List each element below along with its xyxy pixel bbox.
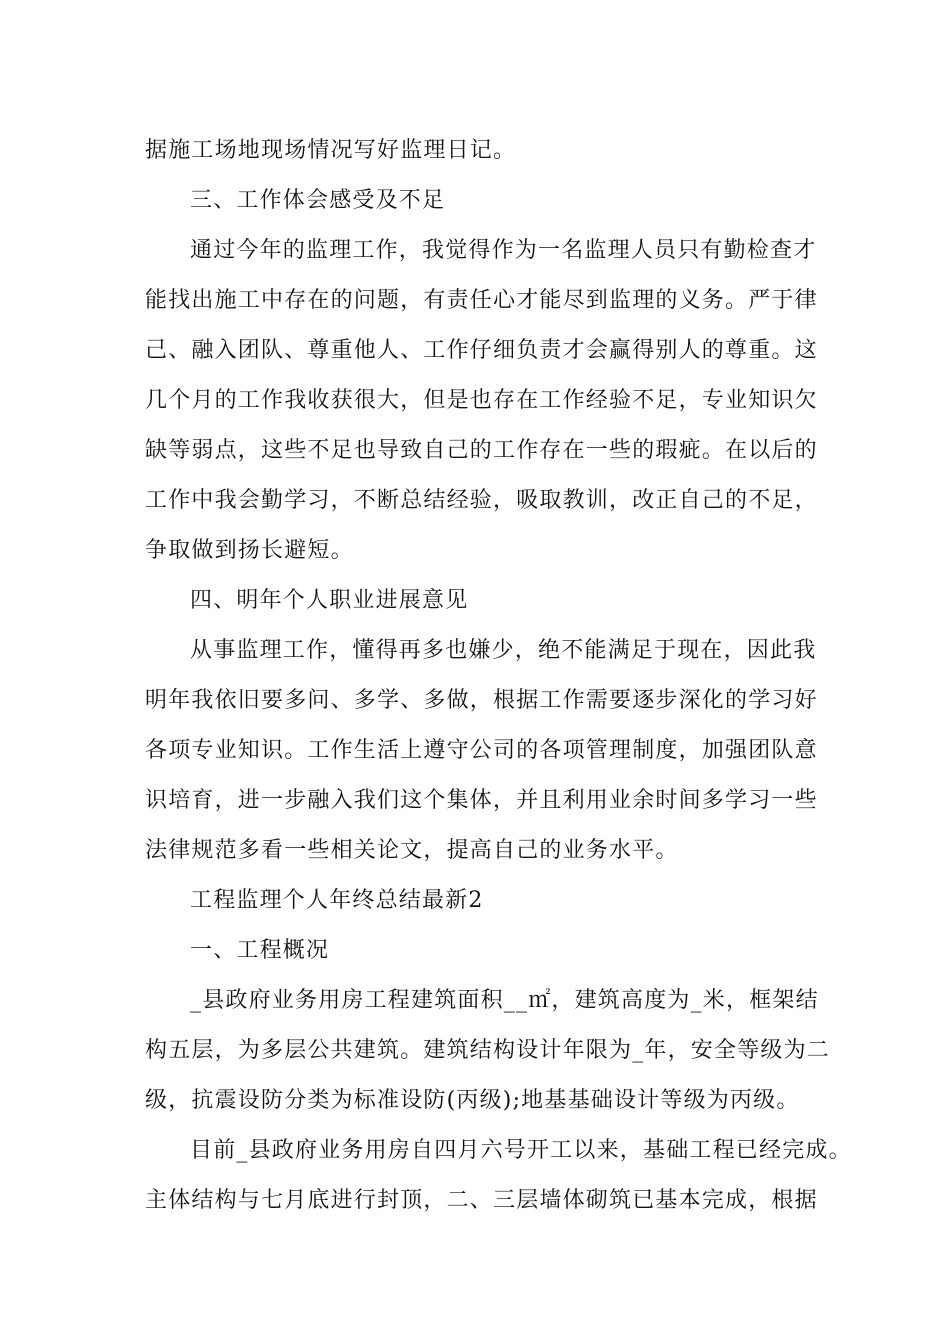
paragraph-line: 构五层，为多层公共建筑。建筑结构设计年限为_年，安全等级为二 xyxy=(145,1038,831,1063)
paragraph-line: 几个月的工作我收获很大，但是也存在工作经验不足，专业知识欠 xyxy=(145,388,818,413)
paragraph-line: 主体结构与七月底进行封顶，二、三层墙体砌筑已基本完成，根据 xyxy=(145,1188,818,1213)
section-heading: 三、工作体会感受及不足 xyxy=(190,188,446,213)
paragraph-line: 明年我依旧要多问、多学、多做，根据工作需要逐步深化的学习好 xyxy=(145,688,818,713)
section-heading: 一、工程概况 xyxy=(190,938,330,963)
paragraph-line: 各项专业知识。工作生活上遵守公司的各项管理制度，加强团队意 xyxy=(145,738,818,763)
paragraph-line: 己、融入团队、尊重他人、工作仔细负责才会赢得别人的尊重。这 xyxy=(145,338,818,363)
paragraph-line: 争取做到扬长避短。 xyxy=(145,538,354,563)
document-title: 工程监理个人年终总结最新2 xyxy=(190,888,484,913)
paragraph-line: 通过今年的监理工作，我觉得作为一名监理人员只有勤检查才 xyxy=(190,238,817,263)
paragraph-line: _县政府业务用房工程建筑面积__㎡，建筑高度为_米，框架结 xyxy=(190,988,819,1013)
paragraph-line: 法律规范多看一些相关论文，提高自己的业务水平。 xyxy=(145,838,679,863)
paragraph-line: 工作中我会勤学习，不断总结经验，吸取教训，改正自己的不足， xyxy=(145,488,818,513)
paragraph-line: 据施工场地现场情况写好监理日记。 xyxy=(145,138,517,163)
paragraph-line: 缺等弱点，这些不足也导致自己的工作存在一些的瑕疵。在以后的 xyxy=(145,438,818,463)
paragraph-line: 级，抗震设防分类为标准设防(丙级);地基基础设计等级为丙级。 xyxy=(145,1088,800,1113)
paragraph-line: 能找出施工中存在的问题，有责任心才能尽到监理的义务。严于律 xyxy=(145,288,818,313)
paragraph-line: 目前_县政府业务用房自四月六号开工以来，基础工程已经完成。 xyxy=(190,1138,852,1163)
paragraph-line: 从事监理工作，懂得再多也嫌少，绝不能满足于现在，因此我 xyxy=(190,638,817,663)
section-heading: 四、明年个人职业进展意见 xyxy=(190,588,469,613)
paragraph-line: 识培育，进一步融入我们这个集体，并且利用业余时间多学习一些 xyxy=(145,788,818,813)
